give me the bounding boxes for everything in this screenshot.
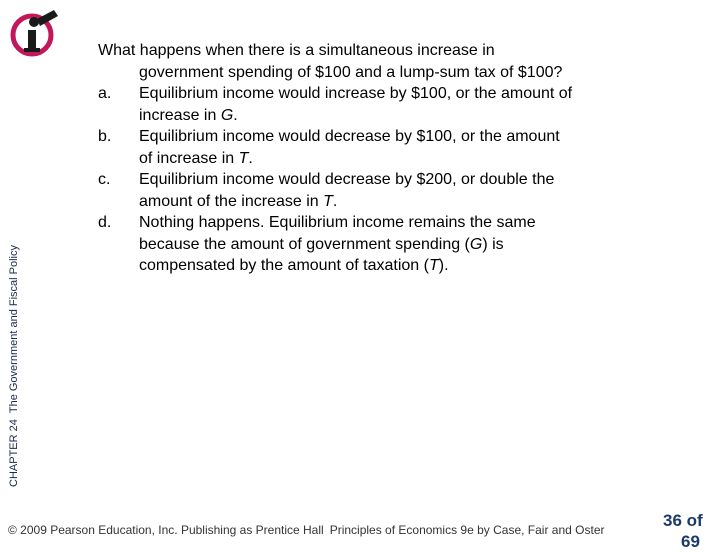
footer (8, 523, 604, 537)
chapter-title: The Government and Fiscal Policy (8, 245, 20, 414)
chapter-sidebar (8, 117, 20, 487)
option-letter: c. (98, 171, 111, 188)
option-line: Nothing happens. Equilibrium income remains the same (139, 214, 536, 231)
copyright-text: © 2009 Pearson Education, Inc. Publishing as Prentice Hall (8, 523, 324, 537)
information-icon (6, 8, 62, 58)
option-line: increase in G. (139, 106, 238, 124)
answer-option-b[interactable] (98, 126, 638, 169)
option-letter: b. (98, 128, 112, 145)
question-text (98, 40, 638, 83)
option-line: Equilibrium income would decrease by $100, or the amount (139, 128, 560, 145)
page-number: 36 of (663, 511, 703, 530)
answer-option-d[interactable] (98, 212, 638, 277)
option-line: compensated by the amount of taxation (T). (139, 257, 449, 274)
page-total: 69 (681, 532, 700, 551)
answer-option-c[interactable] (98, 169, 638, 212)
option-line: because the amount of government spending (G) is (139, 235, 504, 253)
option-letter: d. (98, 214, 112, 231)
option-line: Equilibrium income would increase by $100, or the amount of (139, 85, 573, 102)
book-title: Principles of Economics 9e by Case, Fair and Oster (329, 523, 605, 537)
question-block (98, 40, 638, 277)
question-line: What happens when there is a simultaneous increase in (98, 42, 495, 59)
answer-option-a[interactable] (98, 83, 638, 126)
question-line: government spending of $100 and a lump-sum tax of $100? (139, 63, 563, 81)
option-line: of increase in T. (139, 149, 253, 167)
chapter-number: CHAPTER 24 (8, 419, 20, 487)
option-line: Equilibrium income would decrease by $200, or double the (139, 171, 555, 188)
option-letter: a. (98, 85, 112, 102)
option-line: amount of the increase in T. (139, 192, 338, 210)
